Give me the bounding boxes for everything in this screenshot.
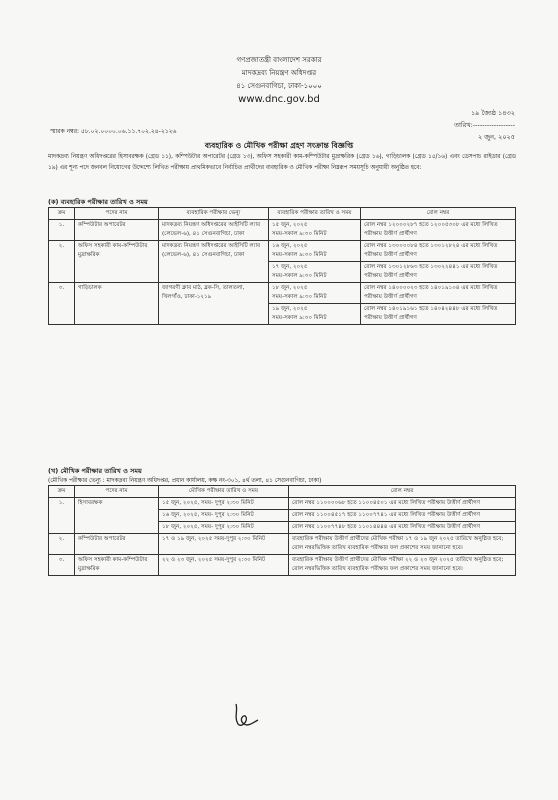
table-header-row [49,208,516,220]
serial-cell: ২. [49,241,75,283]
date-time-cell: ১৮ জুন, ২০২৫, সময়- দুপুর ২:৩০ মিনিট [159,522,289,534]
post-name-cell: অফিস সহকারী কাম-কম্পিউটার মুদ্রাক্ষরিক [75,555,159,576]
venue-cell: মাদকদ্রব্য নিয়ন্ত্রণ অধিদপ্তরের আইসিটি ল্যাব (লেভেল-৬), ৪১ সেগুনবাগিচা, ঢাকা [159,220,269,241]
date-time-cell [269,262,361,283]
dept-address: ৪১ সেগুনবাগিচা, ঢাকা-১০০০ [236,82,322,90]
table-row [49,555,516,576]
roll-range-cell: রোল নম্বর ১১০০০০৬৮ হতে ১১০০৪৫০১ এর মধ্যে লিখিত পরীক্ষায় উত্তীর্ণ প্রার্থীগণ [289,498,516,510]
date-english: ২ জুন, ২০২৫ [477,133,515,141]
section-a-title: (ক) ব্যবহারিক পরীক্ষার তারিখ ও সময় [48,198,148,206]
govt-name: গণপ্রজাতন্ত্রী বাংলাদেশ সরকার [236,56,322,64]
notice-title: ব্যবহারিক ও মৌখিক পরীক্ষা গ্রহণ সংক্রান্ত বিজ্ঞপ্তি [204,141,354,150]
roll-range-cell: রোল নম্বর ১৩০১২৮৬৩ হতে ১৩০২২৪৪১ এর মধ্যে লিখিত পরীক্ষায় উত্তীর্ণ প্রার্থীগণ [361,262,516,283]
serial-cell: ৩. [49,555,75,576]
col-header: রোল নম্বর [289,486,516,498]
roll-range-cell: রোল নম্বর ১৪০১৯১৬১ হতে ১৪০৪২৪৪৮ এর মধ্যে লিখিত পরীক্ষায় উত্তীর্ণ প্রার্থীগণ [361,304,516,325]
viva-venue-note: (মৌখিক পরীক্ষার ভেন্যু : মাদকদ্রব্য নিয়ন্ত্রণ অধিদপ্তর, প্রধান কার্যালয়, কক্ষ নং-৩০১, ৪র্থ তলা, ৪১ সেগুনবাগিচা, ঢাকা) [48,478,322,484]
exam-date: ১৮ জুন, ২০২৫ [272,285,308,291]
col-header: ব্যবহারিক পরীক্ষার ভেন্যু [159,208,269,220]
date-time-cell: ১৫ জুন, ২০২৫, সময়- দুপুর ২:৩০ মিনিট [159,498,289,510]
letterhead [0,54,558,106]
date-time-cell: ১৭ ও ১৯ জুন, ২০২৫ সময়-দুপুর ২:৩০ মিনিট [159,534,289,555]
date-time-cell [269,283,361,304]
section-b-title: (খ) মৌখিক পরীক্ষার তারিখ ও সময় [48,467,142,475]
table-header-row [49,486,516,498]
exam-time: সময়-সকাল ৯:৩০ মিনিট [272,294,327,300]
col-header: মৌখিক পরীক্ষার তারিখ ও সময় [159,486,289,498]
table-row [49,283,516,304]
roll-range-cell: ব্যবহারিক পরীক্ষায় উত্তীর্ণ প্রার্থীদের মৌখিক পরীক্ষা ১৭ ও ১৯ জুন ২০২৫ তারিখে অনুষ্ঠিত হবে; রোল নম্বরভিত্তিক তারিখ ব্যবহারিক পরীক্ষার ফল প্রকাশের সময় জানানো হবে। [289,534,516,555]
col-header: রোল নম্বর [361,208,516,220]
date-bangla: ১৯ জ্যৈষ্ঠ ১৪৩২ [470,109,515,117]
post-name-cell: কম্পিউটার অপারেটর [75,220,159,241]
exam-time: সময়-সকাল ৯:৩০ মিনিট [272,315,327,321]
date-time-cell: ২২ ও ২৩ জুন, ২০২৫ সময়-দুপুর ২:৩০ মিনিট [159,555,289,576]
post-name-cell: গাড়িচালক [75,283,159,325]
table-row [49,498,516,510]
intro-paragraph: মাদকদ্রব্য নিয়ন্ত্রণ অধিদপ্তরের হিসাবরক্ষক (গ্রেড ১১), কম্পিউটার অপারেটর (গ্রেড ১৩), অফিস সহকারী কাম-কম্পিউটার মুদ্রাক্ষরিক (গ্রেড ১৬), গাড়িচালক (গ্রেড ১৫/১৬) এবং ডেসপাচ রাইডার (গ্রেড ১৯) এর শূন্য পদে জনবল নিয়োগের উদ্দেশ্যে লিখিত পরীক্ষায় প্রাথমিকভাবে নির্বাচিত প্রার্থীদের ব্যবহারিক ও মৌখিক পরীক্ষা নিম্নরূপ সময়সূচি অনুযায়ী অনুষ্ঠিত হবে: [48,154,516,171]
venue-cell: জাগরণী ক্লাব মাঠ, ব্লক-সি, তালতলা, খিলগাঁও, ঢাকা-১২১৯ [159,283,269,325]
col-header: ক্রম [49,486,75,498]
roll-range-cell: রোল নম্বর ১৪০০০০২৩ হতে ১৪০১৯১০৪ এর মধ্যে লিখিত পরীক্ষায় উত্তীর্ণ প্রার্থীগণ [361,283,516,304]
website: www.dnc.gov.bd [238,94,320,105]
serial-cell: ২. [49,534,75,555]
exam-time: সময়-সকাল ৯:৩০ মিনিট [272,273,327,279]
roll-range-cell: রোল নম্বর ১২০০০২৮৭ হতে ১২০০৫৩০৮ এর মধ্যে লিখিত পরীক্ষায় উত্তীর্ণ প্রার্থীগণ [361,220,516,241]
signature-mark [226,700,262,730]
post-name-cell: হিসাবরক্ষক [75,498,159,534]
date-time-cell [269,304,361,325]
memo-number: স্মারক নম্বর: ৫৮.০২.০০০০.০৬.১১.৭০২.২৪-২১২৬ [50,128,177,135]
viva-exam-table [48,485,516,576]
date-time-cell [269,220,361,241]
col-header: পদের নাম [75,486,159,498]
exam-time: সময়-সকাল ৯:৩০ মিনিট [272,231,327,237]
table-row [49,220,516,241]
roll-range-cell: রোল নম্বর ১৩০০০০৮৪ হতে ১৩০১২৮২৪ এর মধ্যে লিখিত পরীক্ষায় উত্তীর্ণ প্রার্থীগণ [361,241,516,262]
exam-date: ১৯ জুন, ২০২৫ [272,306,308,312]
exam-date: ১৫ জুন, ২০২৫ [272,222,308,228]
serial-cell: ১. [49,220,75,241]
date-time-cell: ১৬ জুন, ২০২৫, সময়- দুপুর ২:৩০ মিনিট [159,510,289,522]
roll-range-cell: রোল নম্বর ১১০০৪৫১৭ হতে ১১০০৭৭৪১ এর মধ্যে লিখিত পরীক্ষায় উত্তীর্ণ প্রার্থীগণ [289,510,516,522]
venue-cell: মাদকদ্রব্য নিয়ন্ত্রণ অধিদপ্তরের আইসিটি ল্যাব (লেভেল-৬), ৪১ সেগুনবাগিচা, ঢাকা [159,241,269,283]
exam-date: ১৬ জুন, ২০২৫ [272,243,308,249]
roll-range-cell: রোল নম্বর ১১০০৭৭৪৮ হতে ১১০১৪৪৪৪ এর মধ্যে লিখিত পরীক্ষায় উত্তীর্ণ প্রার্থীগণ [289,522,516,534]
date-block [454,107,515,143]
exam-time: সময়-সকাল ৯:৩০ মিনিট [272,252,327,258]
col-header: ক্রম [49,208,75,220]
practical-exam-table [48,207,516,325]
serial-cell: ৩. [49,283,75,325]
exam-date: ১৭ জুন, ২০২৫ [272,264,308,270]
serial-cell: ১. [49,498,75,534]
col-header: ব্যবহারিক পরীক্ষার তারিখ ও সময় [269,208,361,220]
col-header: পদের নাম [75,208,159,220]
post-name-cell: কম্পিউটার অপারেটর [75,534,159,555]
post-name-cell: অফিস সহকারী কাম-কম্পিউটার মুদ্রাক্ষরিক [75,241,159,283]
date-time-cell [269,241,361,262]
date-label: তারিখ:------------------ [454,121,515,129]
roll-range-cell: ব্যবহারিক পরীক্ষায় উত্তীর্ণ প্রার্থীদের মৌখিক পরীক্ষা ২২ ও ২৩ জুন ২০২৫ তারিখে অনুষ্ঠিত হবে; রোল নম্বরভিত্তিক তারিখ ব্যবহারিক পরীক্ষার ফল প্রকাশের সময় জানানো হবে। [289,555,516,576]
table-row [49,534,516,555]
dept-name: মাদকদ্রব্য নিয়ন্ত্রণ অধিদপ্তর [241,69,317,77]
table-row [49,241,516,262]
